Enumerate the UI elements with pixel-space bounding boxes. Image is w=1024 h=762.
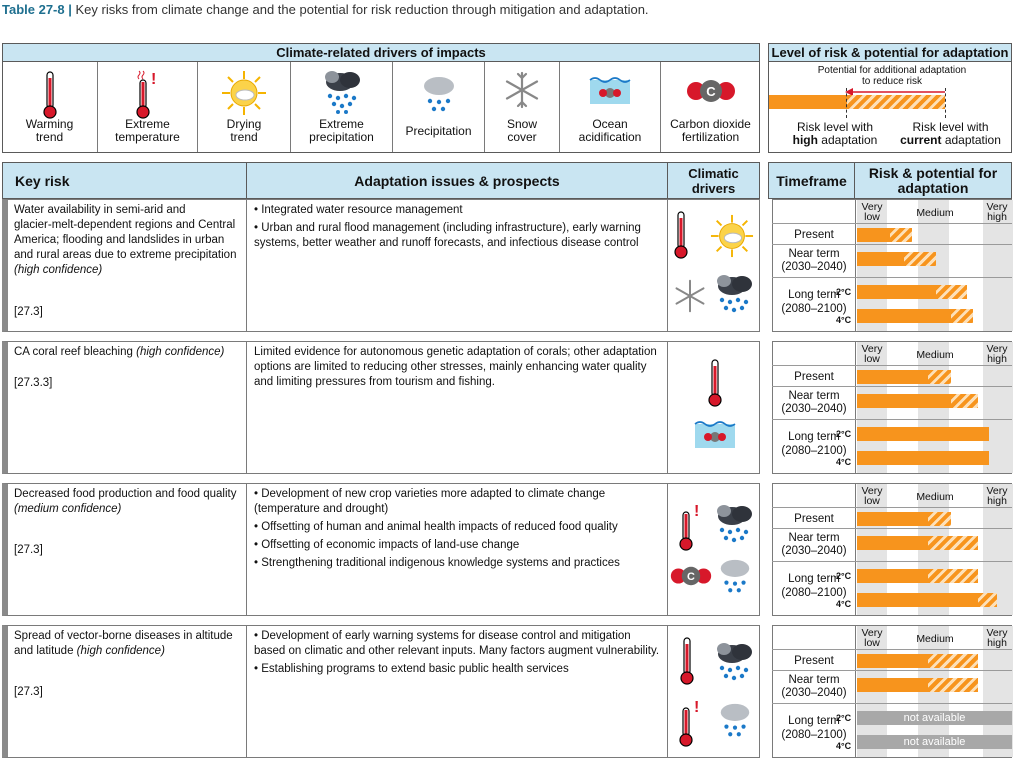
key-risk-text: America; flooding and landslides in urban bbox=[14, 234, 225, 246]
scale-very-high bbox=[982, 202, 1012, 222]
key-risk-2 bbox=[14, 345, 242, 360]
divider bbox=[667, 625, 668, 758]
adaptation-item: • Establishing programs to extend basic public health services bbox=[254, 663, 569, 675]
legend-label-line: adaptation bbox=[821, 133, 878, 147]
driver-co2 bbox=[661, 62, 760, 152]
row1-sun-icon bbox=[710, 214, 754, 263]
adaptation-item: Limited evidence for autonomous genetic adaptation of corals; other adaptation options are limited to reducing other stresses, mainly enhancing water quality and limiting pressures from tourism and fishing. bbox=[254, 346, 657, 388]
risk-bar-potential bbox=[928, 569, 978, 583]
timeframe-long: Long term bbox=[788, 289, 840, 301]
driver-label: Drying bbox=[226, 117, 262, 131]
driver-extreme-temperature bbox=[98, 62, 198, 152]
legend-label-bold: high bbox=[792, 133, 818, 147]
adaptation-item: • Strengthening traditional indigenous knowledge systems and practices bbox=[254, 557, 620, 569]
scale-label: high bbox=[987, 353, 1007, 365]
col-key-risk: Key risk bbox=[2, 162, 247, 199]
driver-label: Snow bbox=[506, 117, 538, 131]
key-risk-text: Spread of vector-borne diseases in altitude bbox=[14, 630, 233, 642]
row1-thermometer-icon bbox=[672, 210, 690, 265]
not-available-bar: not available bbox=[857, 735, 1012, 749]
table-title bbox=[2, 2, 649, 17]
adaptation-2 bbox=[254, 345, 662, 393]
confidence-label: (medium confidence) bbox=[14, 503, 122, 515]
deg-2c: 2°C bbox=[836, 287, 852, 297]
deg-2c: 2°C bbox=[836, 429, 852, 439]
driver-label: trend bbox=[230, 130, 258, 144]
adaptation-item: • Integrated water resource management bbox=[254, 204, 463, 216]
legend-bar-high bbox=[769, 95, 847, 109]
divider bbox=[772, 386, 1012, 387]
row1-storm-cloud-icon bbox=[712, 272, 756, 323]
scale-label: Very bbox=[861, 627, 883, 639]
risk-bar-high-adaptation bbox=[857, 512, 928, 526]
scale-label: low bbox=[864, 353, 880, 365]
timeframe-near-years: (2030–2040) bbox=[781, 261, 847, 273]
adaptation-item: • Offsetting of economic impacts of land-use change bbox=[254, 539, 520, 551]
risk-bar-high-adaptation bbox=[857, 536, 928, 550]
timeframe-present: Present bbox=[794, 371, 834, 383]
extreme-temperature-icon bbox=[133, 68, 163, 120]
driver-label: trend bbox=[35, 130, 64, 144]
legend-potential-text: to reduce risk bbox=[861, 76, 923, 87]
legend-label-line: Risk level with bbox=[912, 120, 989, 134]
storm-cloud-icon bbox=[320, 68, 364, 114]
not-available-bar: not available bbox=[857, 711, 1012, 725]
key-risk-1 bbox=[14, 203, 242, 278]
risk-bar-high-adaptation bbox=[857, 654, 928, 668]
driver-snow bbox=[485, 62, 560, 152]
scale-label: high bbox=[987, 637, 1007, 649]
driver-label: Precipitation bbox=[405, 124, 472, 138]
risk-bar-potential bbox=[928, 678, 978, 692]
risk-bar-potential bbox=[928, 512, 951, 526]
risk-bar-high-adaptation bbox=[857, 678, 928, 692]
deg-2c: 2°C bbox=[836, 713, 852, 723]
timeframe-long-years: (2080–2100) bbox=[781, 445, 847, 457]
scale-label: high bbox=[987, 495, 1007, 507]
scale-label: Very bbox=[861, 485, 883, 497]
thermometer-icon bbox=[41, 70, 59, 120]
legend-current-label bbox=[893, 121, 1008, 147]
scale-medium: Medium bbox=[916, 349, 954, 361]
adaptation-1 bbox=[254, 203, 662, 254]
risk-bar-potential bbox=[928, 370, 951, 384]
legend-label-bold: current bbox=[900, 133, 942, 147]
divider bbox=[667, 341, 668, 474]
confidence-label: (high confidence) bbox=[14, 264, 103, 276]
divider bbox=[772, 244, 1012, 245]
risk-bar-high-adaptation bbox=[857, 285, 936, 299]
scale-very-high bbox=[982, 486, 1012, 506]
adaptation-item: • Offsetting of human and animal health impacts of reduced food quality bbox=[254, 521, 618, 533]
key-risk-text: Water availability in semi-arid and bbox=[14, 204, 186, 216]
sun-icon bbox=[221, 70, 267, 116]
divider bbox=[246, 341, 247, 474]
scale-label: low bbox=[864, 211, 880, 223]
snowflake-icon bbox=[502, 70, 542, 110]
svg-text:C: C bbox=[687, 571, 695, 584]
risk-bar-high-adaptation bbox=[857, 569, 928, 583]
scale-label: low bbox=[864, 637, 880, 649]
timeframe-near-years: (2030–2040) bbox=[781, 403, 847, 415]
legend-high-label bbox=[780, 121, 890, 147]
scale-label: Very bbox=[986, 627, 1008, 639]
svg-text:C: C bbox=[705, 84, 716, 99]
row3-rain-cloud-icon bbox=[716, 556, 754, 601]
confidence-label: (high confidence) bbox=[76, 645, 165, 657]
timeframe-near: Near term bbox=[788, 248, 840, 260]
key-risk-text: and latitude bbox=[14, 645, 74, 657]
risk-bar-high-adaptation bbox=[857, 593, 978, 607]
row4-rain-cloud-icon bbox=[716, 700, 754, 745]
scale-very-high bbox=[982, 344, 1012, 364]
risk-bar-potential bbox=[928, 536, 978, 550]
scale-label: Very bbox=[861, 343, 883, 355]
col-timeframe: Timeframe bbox=[768, 162, 855, 199]
risk-bar-potential bbox=[951, 309, 973, 323]
drivers-header: Climate-related drivers of impacts bbox=[2, 43, 760, 62]
ref-2: [27.3.3] bbox=[14, 377, 53, 389]
ref-1: [27.3] bbox=[14, 306, 43, 318]
divider bbox=[667, 199, 668, 332]
timeframe-long-years: (2080–2100) bbox=[781, 303, 847, 315]
key-risk-text: glacier-melt-dependent regions and Central bbox=[14, 219, 236, 231]
timeframe-near-years: (2030–2040) bbox=[781, 545, 847, 557]
row3-storm-cloud-icon bbox=[712, 502, 756, 553]
scale-label: low bbox=[864, 495, 880, 507]
risk-bar-high-adaptation bbox=[857, 370, 928, 384]
risk-bar-high-adaptation bbox=[857, 427, 989, 441]
driver-label: Ocean bbox=[592, 117, 628, 131]
timeframe-long: Long term bbox=[788, 715, 840, 727]
divider bbox=[667, 483, 668, 616]
scale-very-low bbox=[857, 202, 887, 222]
scale-very-low bbox=[857, 628, 887, 648]
driver-label: Extreme bbox=[125, 117, 170, 131]
legend-potential-text: Potential for additional adaptation bbox=[817, 65, 967, 76]
driver-ocean bbox=[560, 62, 661, 152]
legend-bar-potential bbox=[847, 95, 945, 109]
scale-very-low bbox=[857, 344, 887, 364]
adaptation-item: • Development of new crop varieties more adapted to climate change (temperature and drought) bbox=[254, 488, 606, 515]
timeframe-near: Near term bbox=[788, 674, 840, 686]
timeframe-near: Near term bbox=[788, 390, 840, 402]
risk-bar-potential bbox=[928, 654, 978, 668]
driver-label: cover bbox=[507, 130, 537, 144]
timeframe-present: Present bbox=[794, 655, 834, 667]
level-header: Level of risk & potential for adaptation bbox=[768, 43, 1012, 62]
key-risk-text: CA coral reef bleaching bbox=[14, 346, 133, 358]
driver-label: Extreme bbox=[319, 117, 364, 131]
confidence-label: (high confidence) bbox=[136, 346, 225, 358]
adaptation-4 bbox=[254, 629, 662, 680]
row2-ocean-icon bbox=[693, 420, 737, 455]
risk-bar-high-adaptation bbox=[857, 228, 890, 242]
key-risk-text: and rural areas due to extreme precipitation bbox=[14, 249, 237, 261]
timeframe-long-years: (2080–2100) bbox=[781, 587, 847, 599]
driver-label: acidification bbox=[578, 130, 642, 144]
divider bbox=[772, 561, 1012, 562]
legend-marker-current bbox=[945, 88, 946, 118]
col-adaptation: Adaptation issues & prospects bbox=[246, 162, 668, 199]
divider bbox=[772, 419, 1012, 420]
legend-marker-high bbox=[846, 88, 847, 118]
scale-medium: Medium bbox=[916, 207, 954, 219]
divider bbox=[772, 649, 1012, 650]
row4-thermometer-icon bbox=[678, 636, 696, 691]
driver-label: Warming bbox=[25, 117, 74, 131]
divider bbox=[772, 507, 1012, 508]
scale-very-low bbox=[857, 486, 887, 506]
scale-medium: Medium bbox=[916, 633, 954, 645]
risk-bar-potential bbox=[890, 228, 912, 242]
key-risk-4 bbox=[14, 629, 246, 659]
driver-label: precipitation bbox=[309, 130, 374, 144]
row3-co2-icon bbox=[670, 565, 712, 592]
table-caption: Key risks from climate change and the potential for risk reduction through mitigation and adaptation. bbox=[75, 2, 649, 17]
key-risk-text: Decreased food production and food quality bbox=[14, 488, 237, 500]
divider bbox=[772, 670, 1012, 671]
timeframe-long: Long term bbox=[788, 431, 840, 443]
risk-bar-high-adaptation bbox=[857, 451, 989, 465]
driver-label: temperature bbox=[115, 130, 180, 144]
table-label: Table 27-8 | bbox=[2, 2, 72, 17]
timeframe-near-years: (2030–2040) bbox=[781, 687, 847, 699]
timeframe-long: Long term bbox=[788, 573, 840, 585]
row4-extreme-temperature-icon bbox=[676, 696, 706, 753]
row1-snowflake-icon bbox=[672, 278, 708, 319]
ocean-icon bbox=[588, 76, 632, 106]
deg-4c: 4°C bbox=[836, 315, 852, 325]
key-risk-3 bbox=[14, 487, 246, 517]
driver-warming bbox=[2, 62, 98, 152]
adaptation-3 bbox=[254, 487, 662, 574]
risk-bar-high-adaptation bbox=[857, 309, 951, 323]
divider bbox=[772, 703, 1012, 704]
row4-storm-cloud-icon bbox=[712, 640, 756, 691]
ref-4: [27.3] bbox=[14, 686, 43, 698]
driver-extreme-precipitation bbox=[291, 62, 393, 152]
driver-drying bbox=[198, 62, 291, 152]
ref-3: [27.3] bbox=[14, 544, 43, 556]
deg-4c: 4°C bbox=[836, 457, 852, 467]
svg-text:!: ! bbox=[150, 71, 156, 88]
adaptation-item: • Urban and rural flood management (including infrastructure), early warning systems, better weather and runoff forecasts, and infectious disease control bbox=[254, 222, 641, 249]
timeframe-present: Present bbox=[794, 513, 834, 525]
deg-4c: 4°C bbox=[836, 599, 852, 609]
co2-icon bbox=[686, 78, 736, 104]
row3-extreme-temperature-icon bbox=[676, 500, 706, 557]
col-climatic: Climatic drivers bbox=[667, 162, 760, 199]
divider bbox=[772, 277, 1012, 278]
scale-medium: Medium bbox=[916, 491, 954, 503]
col-risk: Risk & potential for adaptation bbox=[854, 162, 1012, 199]
svg-text:!: ! bbox=[694, 503, 700, 520]
timeframe-long-years: (2080–2100) bbox=[781, 729, 847, 741]
rain-cloud-icon bbox=[419, 74, 459, 114]
legend-label-line: Risk level with bbox=[796, 120, 874, 134]
divider bbox=[246, 483, 247, 616]
risk-bar-potential bbox=[904, 252, 936, 266]
legend-label-line: adaptation bbox=[944, 133, 1001, 147]
driver-label: Carbon dioxide bbox=[670, 117, 751, 131]
risk-bar-high-adaptation bbox=[857, 394, 951, 408]
scale-label: Very bbox=[861, 201, 883, 213]
svg-text:!: ! bbox=[694, 699, 700, 716]
scale-label: Very bbox=[986, 343, 1008, 355]
driver-precipitation bbox=[393, 62, 485, 152]
scale-label: Very bbox=[986, 201, 1008, 213]
risk-bar-potential bbox=[951, 394, 978, 408]
divider bbox=[772, 223, 1012, 224]
row2-thermometer-icon bbox=[706, 358, 724, 413]
divider bbox=[772, 365, 1012, 366]
risk-bar-high-adaptation bbox=[857, 252, 904, 266]
risk-bar-potential bbox=[936, 285, 967, 299]
legend-potential bbox=[812, 65, 972, 87]
driver-label: fertilization bbox=[681, 130, 740, 144]
timeframe-present: Present bbox=[794, 229, 834, 241]
scale-label: high bbox=[987, 211, 1007, 223]
divider bbox=[246, 625, 247, 758]
deg-4c: 4°C bbox=[836, 741, 852, 751]
risk-bar-potential bbox=[978, 593, 997, 607]
scale-very-high bbox=[982, 628, 1012, 648]
adaptation-item: • Development of early warning systems for disease control and mitigation based on climatic and other relevant inputs. Many factors augment vulnerability. bbox=[254, 630, 660, 657]
divider bbox=[772, 528, 1012, 529]
divider bbox=[246, 199, 247, 332]
timeframe-near: Near term bbox=[788, 532, 840, 544]
scale-label: Very bbox=[986, 485, 1008, 497]
deg-2c: 2°C bbox=[836, 571, 852, 581]
